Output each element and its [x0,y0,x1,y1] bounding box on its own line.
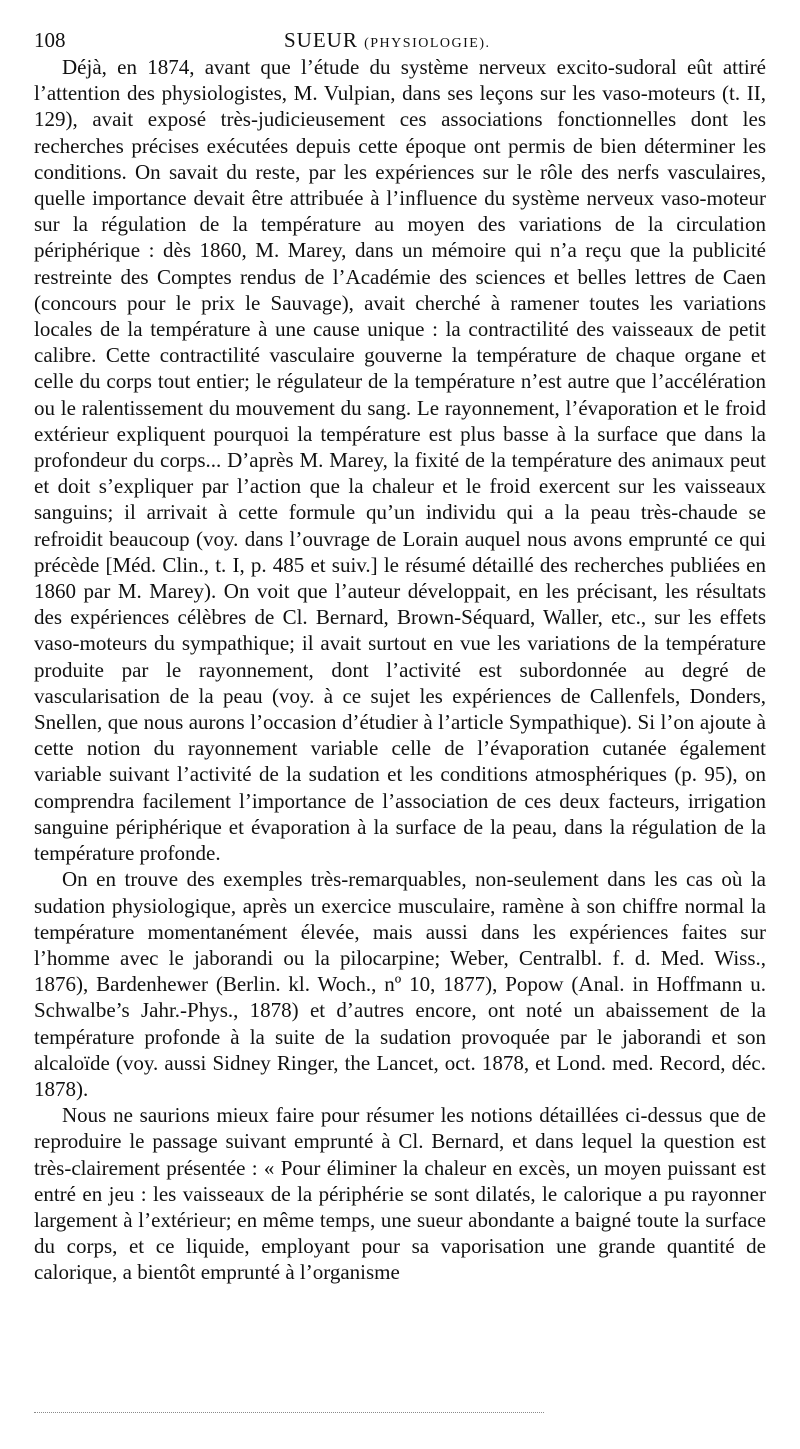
running-title-main: SUEUR [284,28,358,52]
running-title [284,28,491,53]
paragraph-1: Déjà, en 1874, avant que l’étude du système nerveux excito-sudoral eût attiré l’attention des physiologistes, M. Vulpian, dans ses leçons sur les vaso-moteurs (t. II, 129), avait exposé très-judicieusement ces associations fonctionnelles dont les recherches précises exécutées depuis cette époque ont permis de bien déterminer les conditions. On savait du reste, par les expériences sur le rôle des nerfs vasculaires, quelle importance devait être attribuée à l’influence du système nerveux vaso-moteur sur la régulation de la température au moyen des variations de la circulation périphérique : dès 1860, M. Marey, dans un mémoire qui n’a reçu que la publicité restreinte des Comptes rendus de l’Académie des sciences et belles lettres de Caen (concours pour le prix le Sauvage), avait cherché à ramener toutes les variations locales de la température à une cause unique : la contractilité des vaisseaux de petit calibre. Cette contractilité vasculaire gouverne la température de chaque organe et celle du corps tout entier; le régulateur de la température n’est autre que l’accélération ou le ralentissement du mouvement du sang. Le rayonnement, l’évaporation et le froid extérieur expliquent pourquoi la température est plus basse à la surface que dans la profondeur du corps... D’après M. Marey, la fixité de la température des animaux peut et doit s’expliquer par l’action que la chaleur et le froid exercent sur les vaisseaux sanguins; il arrivait à cette formule qu’un individu qui a la peau très-chaude se refroidit beaucoup (voy. dans l’ouvrage de Lorain auquel nous avons emprunté ce qui précède [Méd. Clin., t. I, p. 485 et suiv.] le résumé détaillé des recherches publiées en 1860 par M. Marey). On voit que l’auteur développait, en les précisant, les résultats des expériences célèbres de Cl. Bernard, Brown-Séquard, Waller, etc., sur les effets vaso-moteurs du sympathique; il avait surtout en vue les variations de la température produite par le rayonnement, dont l’activité est subordonnée au degré de vascularisation de la peau (voy. à ce sujet les expériences de Callenfels, Donders, Snellen, que nous aurons l’occasion d’étudier à l’article Sympathique). Si l’on ajoute à cette notion du rayonnement variable celle de l’évaporation cutanée également variable suivant l’activité de la sudation et les conditions atmosphériques (p. 95), on comprendra facilement l’importance de l’association de ces deux facteurs, irrigation sanguine périphérique et évaporation à la surface de la peau, dans la régulation de la température profonde. [34,55,766,866]
page-number: 108 [34,28,66,52]
running-header [34,24,766,54]
paragraph-2: On en trouve des exemples très-remarquables, non-seulement dans les cas où la sudation physiologique, après un exercice musculaire, ramène à son chiffre normal la température momentanément élevée, mais aussi dans les expériences faites sur l’homme avec le jaborandi ou la pilocarpine; Weber, Centralbl. f. d. Med. Wiss., 1876), Bardenhewer (Berlin. kl. Woch., nº 10, 1877), Popow (Anal. in Hoffmann u. Schwalbe’s Jahr.-Phys., 1878) et d’autres encore, ont noté un abaissement de la température profonde à la suite de la sudation provoquée par le jaborandi et son alcaloïde (voy. aussi Sidney Ringer, the Lancet, oct. 1878, et Lond. med. Record, déc. 1878). [34,867,766,1101]
running-title-subject: (PHYSIOLOGIE). [364,36,491,51]
bottom-dotted-rule [34,1412,544,1413]
body-text [34,54,766,1286]
paragraph-3: Nous ne saurions mieux faire pour résumer les notions détaillées ci-dessus que de reproduire le passage suivant emprunté à Cl. Bernard, et dans lequel la question est très-clairement présentée : « Pour éliminer la chaleur en excès, un moyen puissant est entré en jeu : les vaisseaux de la périphérie se sont dilatés, le calorique a pu rayonner largement à l’extérieur; en même temps, une sueur abondante a baigné toute la surface du corps, et ce liquide, employant pour sa vaporisation une grande quantité de calorique, a bientôt emprunté à l’organisme [34,1103,766,1285]
document-page [34,24,766,1286]
